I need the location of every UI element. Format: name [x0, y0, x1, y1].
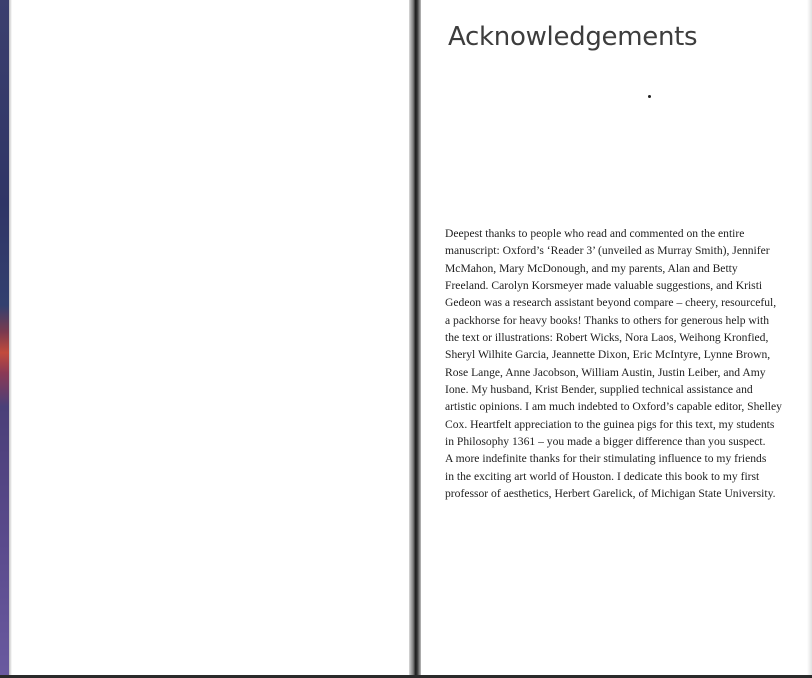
text-line: Rose Lange, Anne Jacobson, William Austin, Justin Leiber, and Amy [445, 365, 766, 379]
print-speck [648, 95, 651, 98]
text-line: in the exciting art world of Houston. I dedicate this book to my first [445, 469, 760, 483]
text-line: Sheryl Wilhite Garcia, Jeannette Dixon, Eric McIntyre, Lynne Brown, [445, 348, 771, 362]
text-line: artistic opinions. I am much indebted to Oxford’s capable editor, Shelley [445, 400, 782, 414]
acknowledgements-text [445, 225, 795, 503]
text-line: a packhorse for heavy books! Thanks to others for generous help with [445, 313, 770, 327]
book-gutter [409, 0, 421, 678]
cover-edge [0, 0, 9, 678]
text-line: Gedeon was a research assistant beyond compare – cheery, resourceful, [445, 296, 777, 310]
text-line: in Philosophy 1361 – you made a bigger difference than you suspect. [445, 435, 766, 449]
text-line: McMahon, Mary McDonough, and my parents, Alan and Betty [445, 261, 738, 275]
text-line: Deepest thanks to people who read and commented on the entire [445, 227, 745, 240]
text-line: manuscript: Oxford’s ‘Reader 3’ (unveiled as Murray Smith), Jennifer [445, 244, 770, 258]
page-title: Acknowledgements [448, 22, 698, 52]
page-edge-shadow [807, 0, 812, 678]
text-line: Ione. My husband, Krist Bender, supplied technical assistance and [445, 383, 753, 397]
text-line: A more indefinite thanks for their stimulating influence to my friends [445, 452, 767, 466]
text-line: Freeland. Carolyn Korsmeyer made valuable suggestions, and Kristi [445, 279, 763, 293]
text-line: professor of aesthetics, Herbert Garelick, of Michigan State University. [445, 487, 776, 501]
text-line: Cox. Heartfelt appreciation to the guinea pigs for this text, my students [445, 417, 775, 431]
text-line: the text or illustrations: Robert Wicks, Nora Laos, Weihong Kronfied, [445, 331, 769, 345]
